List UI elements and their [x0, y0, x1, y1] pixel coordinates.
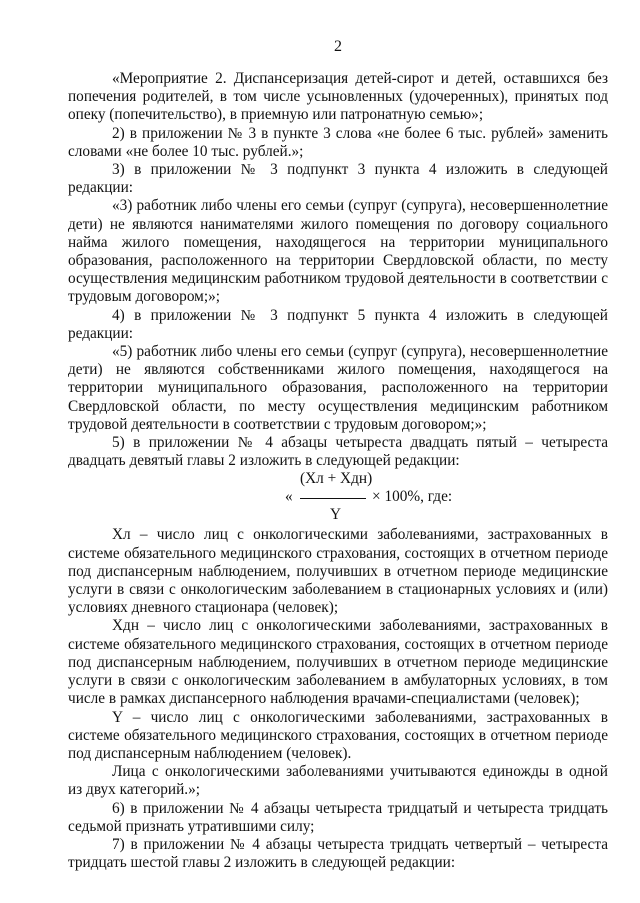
formula [68, 470, 608, 526]
paragraph-event-2: «Мероприятие 2. Диспансеризация детей-сирот и детей, оставшихся без попечения родителей, в том числе усыновленных (удочеренных), принятых под опеку (попечительство), в приемную или патронатную семью»; [68, 70, 608, 124]
paragraph-def-y: Y – число лиц с онкологическими заболеваниями, застрахованных в системе обязательного медицинского страхования, состоящих в отчетном периоде под диспансерным наблюдением (человек). [68, 708, 608, 762]
paragraph-item-3: 3) в приложении № 3 подпункт 3 пункта 4 изложить в следующей редакции: [68, 161, 608, 197]
formula-denominator: Y [330, 506, 342, 524]
paragraph-note: Лица с онкологическими заболеваниями учитываются единожды в одной из двух категорий.»; [68, 763, 608, 799]
formula-open-quote: « [285, 488, 293, 506]
formula-numerator: (Хл + Хдн) [300, 470, 373, 488]
page-number: 2 [334, 38, 342, 55]
paragraph-item-6: 6) в приложении № 4 абзацы четыреста тридцатый и четыреста тридцать седьмой признать утратившими силу; [68, 799, 608, 835]
paragraph-def-xdn: Хдн – число лиц с онкологическими заболеваниями, застрахованных в системе обязательного медицинского страхования, состоящих в отчетном периоде под диспансерным наблюдением, получивших в отчетном периоде медицинские услуги в связи с онкологическим заболеванием в амбулаторных условиях, в том числе в рамках диспансерного наблюдения врачами-специалистами (человек); [68, 617, 608, 708]
paragraph-item-4-text: «5) работник либо члены его семьи (супруг (супруга), несовершеннолетние дети) не являются собственниками жилого помещения, находящегося на территории муниципального образования, расположенного на территории Свердловской области, по месту осуществления медицинским работником трудовой деятельности в соответствии с трудовым договором;»; [68, 343, 608, 433]
paragraph-item-3-text: «3) работник либо члены его семьи (супруг (супруга), несовершеннолетние дети) не являются нанимателями жилого помещения по договору социального найма жилого помещения, находящегося на территории муниципального образования, расположенного на территории Свердловской области, по месту осуществления медицинским работником трудовой деятельности в соответствии с трудовым договором;»; [68, 197, 608, 306]
paragraph-item-2: 2) в приложении № 3 в пункте 3 слова «не более 6 тыс. рублей» заменить словами «не более 10 тыс. рублей.»; [68, 124, 608, 160]
formula-multiplier: × 100%, где: [372, 488, 453, 506]
document-page [68, 38, 608, 872]
fraction-bar [300, 498, 366, 499]
paragraph-item-4: 4) в приложении № 3 подпункт 5 пункта 4 изложить в следующей редакции: [68, 306, 608, 342]
paragraph-item-5: 5) в приложении № 4 абзацы четыреста двадцать пятый – четыреста двадцать девятый главы 2 изложить в следующей редакции: [68, 434, 608, 470]
paragraph-def-xl: Хл – число лиц с онкологическими заболеваниями, застрахованных в системе обязательного медицинского страхования, состоящих в отчетном периоде под диспансерным наблюдением, получивших в отчетном периоде медицинские услуги в связи с онкологическим заболеванием в стационарных условиях и (или) условиях дневного стационара (человек); [68, 526, 608, 617]
paragraph-item-7: 7) в приложении № 4 абзацы четыреста тридцать четвертый – четыреста тридцать шестой главы 2 изложить в следующей редакции: [68, 835, 608, 872]
